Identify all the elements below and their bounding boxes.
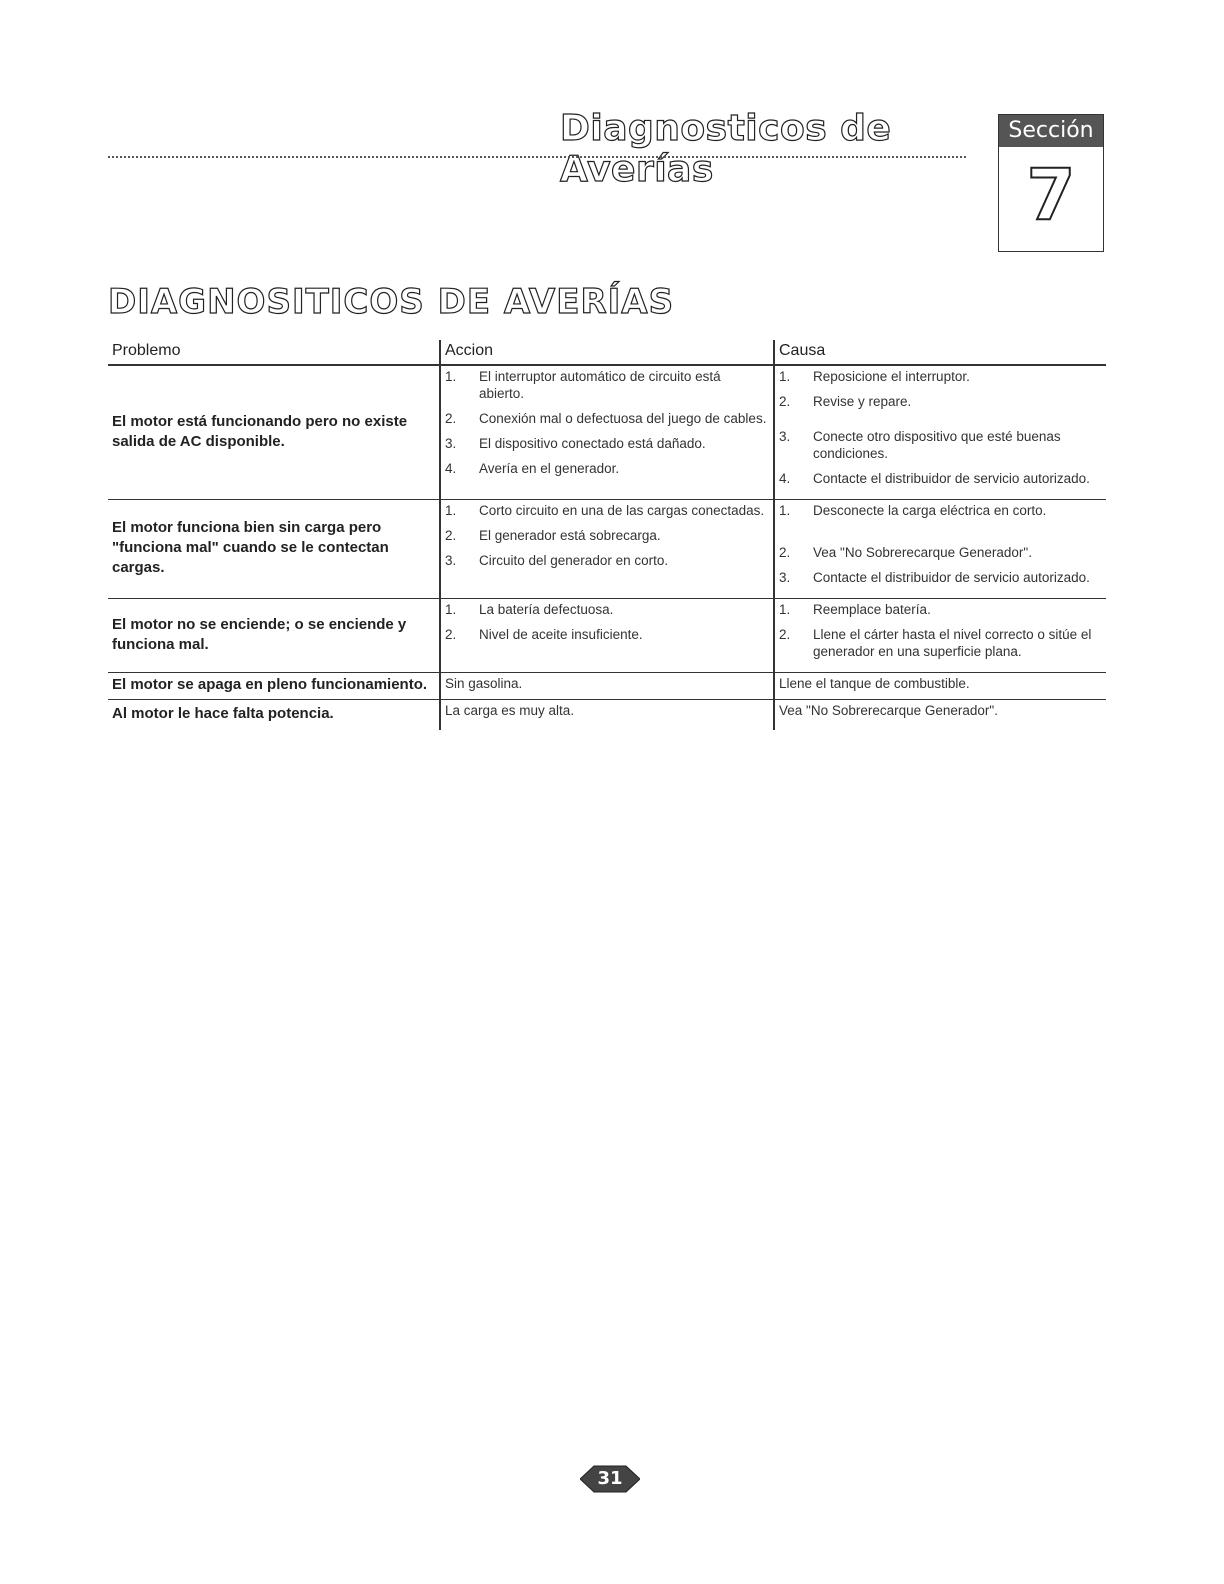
- problem-cell: Al motor le hace falta potencia.: [112, 705, 334, 722]
- page-number: 31: [597, 1468, 623, 1489]
- problem-cell: El motor se apaga en pleno funcionamiento.: [108, 673, 440, 700]
- list-item: 3. Circuito del generador en corto.: [445, 553, 669, 568]
- action-cell: [440, 365, 774, 500]
- troubleshooting-table: [108, 340, 1106, 730]
- section-number: 7: [1026, 154, 1076, 236]
- list-item: 1. La batería defectuosa.: [445, 602, 614, 617]
- problem-cell: El motor funciona bien sin carga pero "funciona mal" cuando se le contectan cargas.: [108, 500, 440, 599]
- page-heading: DIAGNOSITICOS DE AVERÍAS: [108, 282, 675, 322]
- section-title: Diagnosticos de Averías: [560, 108, 892, 190]
- list-item: 2. Revise y repare.: [779, 394, 912, 409]
- action-cell: [440, 500, 774, 599]
- cause-cell: Vea "No Sobrerecarque Generador".: [774, 700, 1106, 731]
- header-problem: Problemo: [108, 340, 440, 365]
- action-cell: La carga es muy alta.: [440, 700, 774, 731]
- list-item: 3. Conecte otro dispositivo que esté buenas condiciones.: [779, 429, 1061, 461]
- header-rule: [108, 156, 966, 158]
- problem-cell: El motor está funcionando pero no existe salida de AC disponible.: [108, 365, 440, 500]
- section-label: Sección: [999, 115, 1103, 147]
- action-cell: Sin gasolina.: [440, 673, 774, 700]
- cause-cell: Llene el tanque de combustible.: [774, 673, 1106, 700]
- list-item: 3. El dispositivo conectado está dañado.: [445, 436, 706, 451]
- header-action: Accion: [440, 340, 774, 365]
- table-row: [108, 673, 1106, 700]
- list-item: 4. Contacte el distribuidor de servicio autorizado.: [779, 471, 1090, 486]
- table-row: [108, 599, 1106, 673]
- list-item: 4. Avería en el generador.: [445, 461, 620, 476]
- table-row: [108, 700, 1106, 731]
- section-tab: [998, 114, 1104, 252]
- table-header-row: [108, 340, 1106, 365]
- table-row: [108, 365, 1106, 500]
- list-item: 1. Reposicione el interruptor.: [779, 369, 970, 384]
- list-item: 1. Corto circuito en una de las cargas conectadas.: [445, 503, 765, 518]
- list-item: 2. El generador está sobrecarga.: [445, 528, 661, 543]
- list-item: 1. Reemplace batería.: [779, 602, 931, 617]
- list-item: 2. Conexión mal o defectuosa del juego de cables.: [445, 411, 767, 426]
- table-row: [108, 500, 1106, 599]
- list-item: 2. Nivel de aceite insuficiente.: [445, 627, 643, 642]
- problem-cell: El motor no se enciende; o se enciende y funciona mal.: [108, 599, 440, 673]
- header-cause: Causa: [774, 340, 1106, 365]
- cause-cell: [774, 365, 1106, 500]
- action-cell: [440, 599, 774, 673]
- cause-cell: [774, 599, 1106, 673]
- list-item: 2. Llene el cárter hasta el nivel correcto o sitúe el generador en una superficie plana.: [779, 627, 1092, 659]
- list-item: 1. El interruptor automático de circuito está abierto.: [445, 369, 721, 401]
- list-item: 2. Vea "No Sobrerecarque Generador".: [779, 545, 1032, 560]
- page-number-badge: [580, 1464, 640, 1494]
- list-item: 3. Contacte el distribuidor de servicio autorizado.: [779, 570, 1090, 585]
- cause-cell: [774, 500, 1106, 599]
- list-item: 1. Desconecte la carga eléctrica en corto.: [779, 503, 1047, 518]
